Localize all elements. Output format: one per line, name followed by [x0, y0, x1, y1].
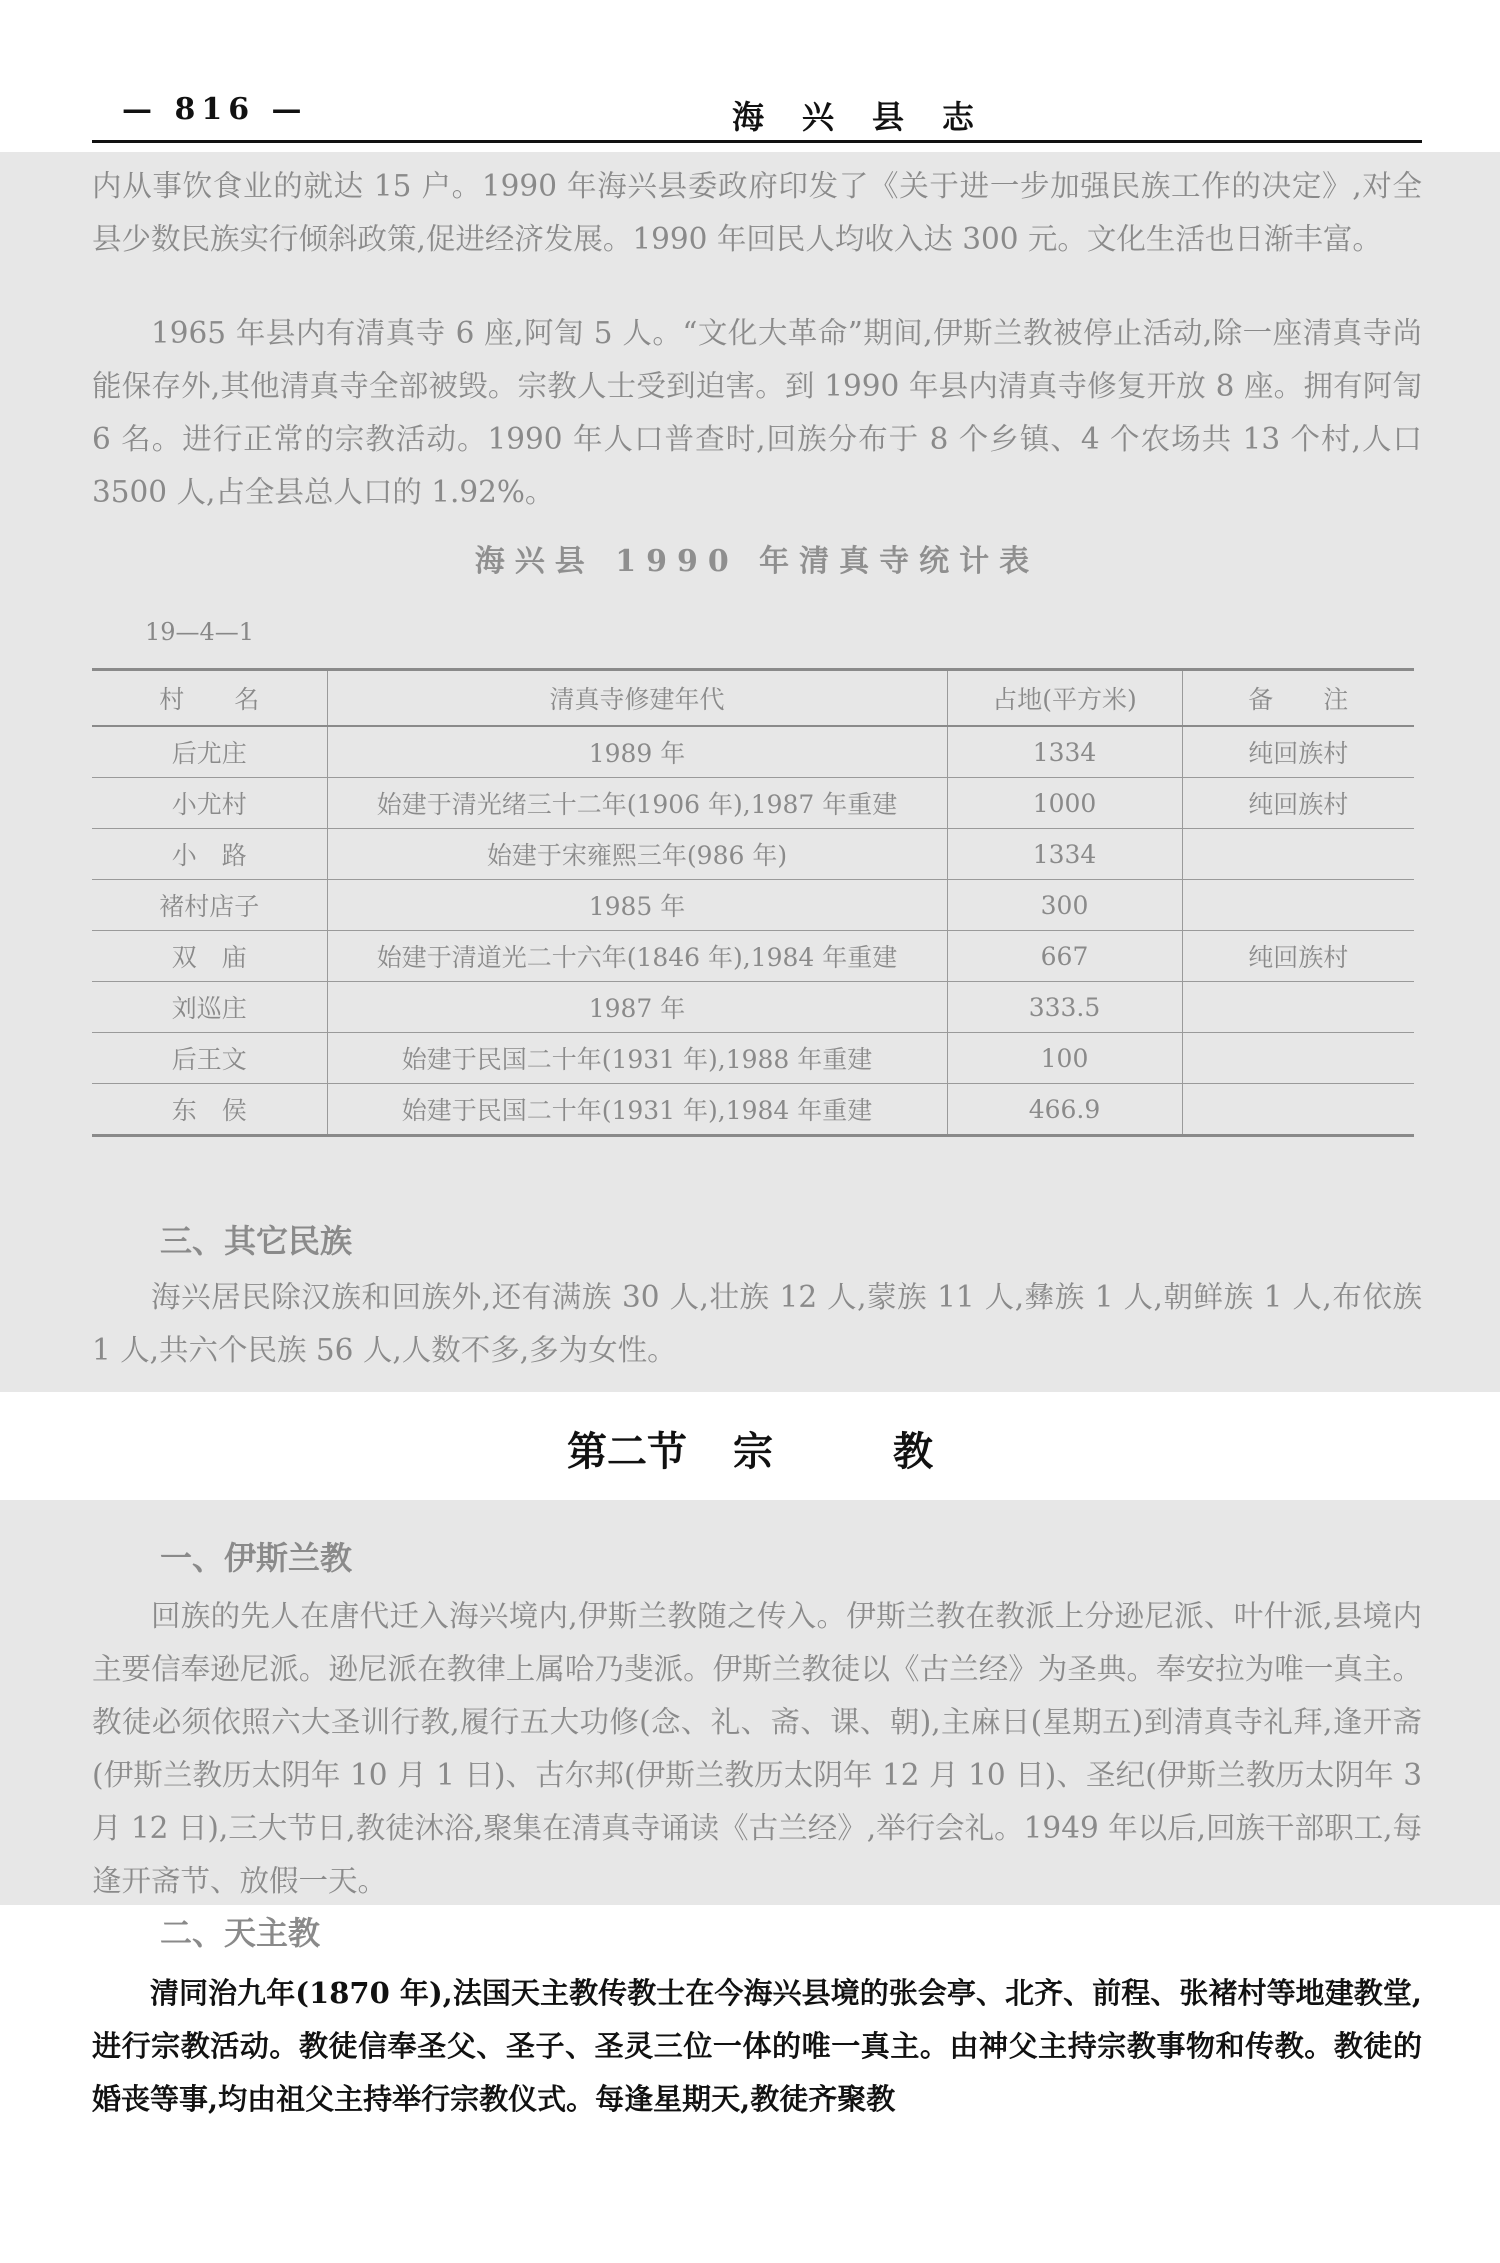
- cell-notes: 纯回族村: [1182, 931, 1414, 982]
- table-row: [92, 829, 1414, 880]
- cell-area: 1000: [947, 778, 1182, 829]
- cell-notes: [1182, 1033, 1414, 1084]
- heading-other-ethnic-groups: 三、其它民族: [160, 1222, 353, 1260]
- paragraph-catholicism: 清同治九年(1870 年),法国天主教传教士在今海兴县境的张会亭、北齐、前程、张褚村等地建教堂,进行宗教活动。教徒信奉圣父、圣子、圣灵三位一体的唯一真主。由神父主持宗教事物和传教。教徒的婚丧等事,均由祖父主持举行宗教仪式。每逢星期天,教徒齐聚教: [92, 1976, 1422, 2116]
- table-code: 19—4—1: [145, 618, 255, 646]
- section-title-part2: 宗: [733, 1428, 773, 1475]
- cell-village: 双 庙: [92, 931, 327, 982]
- header-village: 村 名: [92, 670, 327, 727]
- cell-area: 100: [947, 1033, 1182, 1084]
- section-title: [0, 1420, 1500, 1477]
- table-header-row: [92, 670, 1414, 727]
- cell-notes: 纯回族村: [1182, 726, 1414, 778]
- section-title-part1: 第二节: [567, 1428, 687, 1475]
- table-row: [92, 778, 1414, 829]
- cell-village: 小 路: [92, 829, 327, 880]
- header-build-era: 清真寺修建年代: [327, 670, 947, 727]
- heading-catholicism: 二、天主教: [160, 1914, 321, 1952]
- cell-village: 刘巡庄: [92, 982, 327, 1033]
- cell-area: 466.9: [947, 1084, 1182, 1136]
- cell-notes: [1182, 880, 1414, 931]
- table-row: [92, 982, 1414, 1033]
- cell-build-era: 1989 年: [327, 726, 947, 778]
- cell-area: 300: [947, 880, 1182, 931]
- cell-build-era: 始建于清光绪三十二年(1906 年),1987 年重建: [327, 778, 947, 829]
- cell-build-era: 始建于民国二十年(1931 年),1984 年重建: [327, 1084, 947, 1136]
- cell-notes: [1182, 1084, 1414, 1136]
- cell-notes: 纯回族村: [1182, 778, 1414, 829]
- cell-village: 褚村店子: [92, 880, 327, 931]
- header-notes: 备 注: [1182, 670, 1414, 727]
- cell-village: 后尤庄: [92, 726, 327, 778]
- paragraph-islam: 回族的先人在唐代迁入海兴境内,伊斯兰教随之传入。伊斯兰教在教派上分逊尼派、叶什派,县境内主要信奉逊尼派。逊尼派在教律上属哈乃斐派。伊斯兰教徒以《古兰经》为圣典。奉安拉为唯一真主。教徒必须依照六大圣训行教,履行五大功修(念、礼、斋、课、朝),主麻日(星期五)到清真寺礼拜,逢开斋(伊斯兰教历太阴年 10 月 1 日)、古尔邦(伊斯兰教历太阴年 12 月 10 日)、圣纪(伊斯兰教历太阴年 3 月 12 日),三大节日,教徒沐浴,聚集在清真寺诵读《古兰经》,举行会礼。1949 年以后,回族干部职工,每逢开斋节、放假一天。: [92, 1599, 1422, 1898]
- book-title: 海兴县志: [732, 98, 1013, 136]
- table-row: [92, 1084, 1414, 1136]
- cell-village: 东 侯: [92, 1084, 327, 1136]
- cell-build-era: 始建于民国二十年(1931 年),1988 年重建: [327, 1033, 947, 1084]
- section-title-part3: 教: [893, 1428, 933, 1475]
- cell-village: 小尤村: [92, 778, 327, 829]
- table-row: [92, 1033, 1414, 1084]
- cell-notes: [1182, 829, 1414, 880]
- cell-village: 后王文: [92, 1033, 327, 1084]
- cell-area: 667: [947, 931, 1182, 982]
- cell-area: 333.5: [947, 982, 1182, 1033]
- cell-area: 1334: [947, 829, 1182, 880]
- mosque-stats-table: [92, 668, 1414, 1137]
- running-header: [92, 88, 1422, 143]
- cell-build-era: 1985 年: [327, 880, 947, 931]
- paragraph-1: 内从事饮食业的就达 15 户。1990 年海兴县委政府印发了《关于进一步加强民族工作的决定》,对全县少数民族实行倾斜政策,促进经济发展。1990 年回民人均收入达 300 元。文化生活也日渐丰富。: [92, 169, 1422, 256]
- cell-build-era: 始建于宋雍熙三年(986 年): [327, 829, 947, 880]
- table-row: [92, 880, 1414, 931]
- paragraph-other-ethnic-groups: 海兴居民除汉族和回族外,还有满族 30 人,壮族 12 人,蒙族 11 人,彝族 1 人,朝鲜族 1 人,布依族 1 人,共六个民族 56 人,人数不多,多为女性。: [92, 1280, 1422, 1367]
- cell-notes: [1182, 982, 1414, 1033]
- cell-build-era: 始建于清道光二十六年(1846 年),1984 年重建: [327, 931, 947, 982]
- table-row: [92, 931, 1414, 982]
- table-row: [92, 726, 1414, 778]
- cell-build-era: 1987 年: [327, 982, 947, 1033]
- page-number: — 816 —: [122, 92, 308, 127]
- table-title: 海兴县 1990 年清真寺统计表: [474, 544, 1040, 579]
- paragraph-2: 1965 年县内有清真寺 6 座,阿訇 5 人。“文化大革命”期间,伊斯兰教被停止活动,除一座清真寺尚能保存外,其他清真寺全部被毁。宗教人士受到迫害。到 1990 年县内清真寺修复开放 8 座。拥有阿訇 6 名。进行正常的宗教活动。1990 年人口普查时,回族分布于 8 个乡镇、4 个农场共 13 个村,人口 3500 人,占全县总人口的 1.92%。: [92, 316, 1422, 509]
- cell-area: 1334: [947, 726, 1182, 778]
- heading-islam: 一、伊斯兰教: [160, 1539, 353, 1577]
- header-area: 占地(平方米): [947, 670, 1182, 727]
